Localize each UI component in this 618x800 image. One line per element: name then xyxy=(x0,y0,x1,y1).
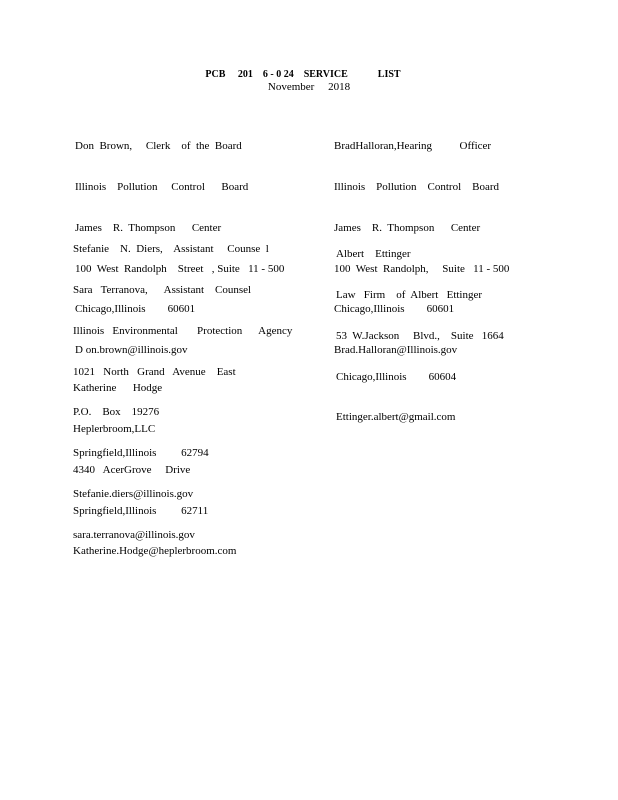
document-date: November 2018 xyxy=(267,81,351,93)
contact-name-line: Katherine Hodge xyxy=(73,382,163,395)
contact-email-line: Katherine.Hodge@heplerbroom.com xyxy=(73,545,237,558)
contact-org-line: Illinois Pollution Control Board xyxy=(334,180,500,193)
contact-pobox-line: P.O. Box 19276 xyxy=(73,406,160,419)
contact-name-line: Albert Ettinger xyxy=(336,248,411,261)
contact-name-line: Sara Terranova, Assistant Counsel xyxy=(73,283,252,296)
contact-building-line: James R. Thompson Center xyxy=(334,221,481,234)
contact-email-line: Stefanie.diers@illinois.gov xyxy=(73,487,194,500)
contact-street-line: 100 West Randolph Street , Suite 11 - 500 xyxy=(75,262,285,275)
contact-org-line: Law Firm of Albert Ettinger xyxy=(336,288,483,301)
contact-block-albert-ettinger xyxy=(336,221,504,452)
contact-building-line: James R. Thompson Center xyxy=(75,221,222,234)
contact-city-line: Springfield,Illinois 62794 xyxy=(73,447,209,460)
contact-city-line: Springfield,Illinois 62711 xyxy=(73,504,209,517)
contact-name-line: Don Brown, Clerk of the Board xyxy=(75,140,242,153)
document-title: PCB 201 6 - 0 24 SERVICE LIST xyxy=(205,69,401,80)
contact-city-line: Chicago,Illinois 60601 xyxy=(334,303,455,316)
contact-email-line: D on.brown@illinois.gov xyxy=(75,344,188,357)
contact-street-line: 53 W.Jackson Blvd., Suite 1664 xyxy=(336,329,504,342)
contact-email-line: sara.terranova@illinois.gov xyxy=(73,528,195,541)
contact-org-line: Illinois Environmental Protection Agency xyxy=(73,324,293,337)
contact-org-line: Illinois Pollution Control Board xyxy=(75,180,249,193)
contact-street-line: 100 West Randolph, Suite 11 - 500 xyxy=(334,262,510,275)
contact-email-line: Brad.Halloran@Illinois.gov xyxy=(334,344,458,357)
document-header xyxy=(0,68,618,94)
contact-street-line: 1021 North Grand Avenue East xyxy=(73,365,236,378)
contact-org-line: Heplerbroom,LLC xyxy=(73,422,156,435)
contact-name-line: Stefanie N. Diers, Assistant Counse l xyxy=(73,243,269,256)
contact-email-line: Ettinger.albert@gmail.com xyxy=(336,411,456,424)
contact-name-line: BradHalloran,Hearing Officer xyxy=(334,140,492,153)
contact-block-katherine-hodge xyxy=(73,355,236,586)
contact-street-line: 4340 AcerGrove Drive xyxy=(73,463,191,476)
contact-city-line: Chicago,Illinois 60601 xyxy=(75,303,196,316)
contact-city-line: Chicago,Illinois 60604 xyxy=(336,370,457,383)
